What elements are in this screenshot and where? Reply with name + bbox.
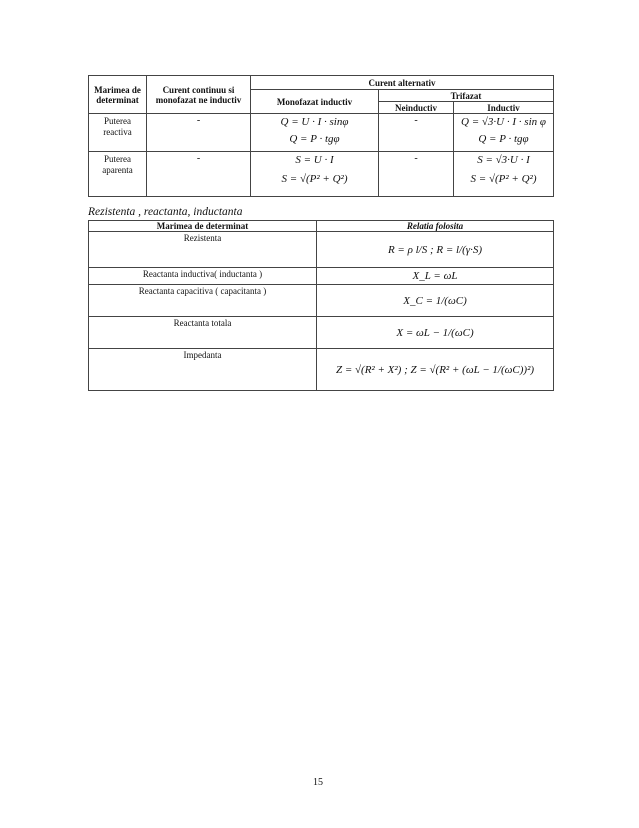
formula-line: S = U · I xyxy=(295,154,334,166)
inductive-formula xyxy=(454,152,554,197)
formula: X = ωL − 1/(ωC) xyxy=(317,317,554,349)
row-label: Reactanta capacitiva ( capacitanta ) xyxy=(89,285,317,317)
table-row xyxy=(89,232,554,268)
formula-line: S = √(P² + Q²) xyxy=(281,173,348,185)
dc-value: - xyxy=(147,114,251,152)
table-row xyxy=(89,114,554,152)
formula-line: S = √(P² + Q²) xyxy=(470,173,537,185)
row-label: Puterea reactiva xyxy=(89,114,147,152)
header-mono: Monofazat inductiv xyxy=(251,90,379,114)
row-label: Rezistenta xyxy=(89,232,317,268)
header-quantity: Marimea de determinat xyxy=(89,221,317,232)
header-noninductive: Neinductiv xyxy=(379,102,454,114)
table-row xyxy=(89,268,554,285)
inductive-formula xyxy=(454,114,554,152)
header-tri: Trifazat xyxy=(379,90,554,102)
formula: X_C = 1/(ωC) xyxy=(317,285,554,317)
formula-line: Q = P · tgφ xyxy=(289,133,340,145)
mono-formula xyxy=(251,152,379,197)
formula-line: Q = P · tgφ xyxy=(478,133,529,145)
formula-line: S = √3·U · I xyxy=(477,154,530,166)
header-quantity: Marimea de determinat xyxy=(89,76,147,114)
formula-line: Q = U · I · sinφ xyxy=(280,116,349,128)
table-row xyxy=(89,285,554,317)
header-relation: Relatia folosita xyxy=(317,221,554,232)
mono-formula xyxy=(251,114,379,152)
dc-value: - xyxy=(147,152,251,197)
row-label: Reactanta totala xyxy=(89,317,317,349)
row-label: Puterea aparenta xyxy=(89,152,147,197)
header-dc: Curent continuu si monofazat ne inductiv xyxy=(147,76,251,114)
noninductive-value: - xyxy=(379,152,454,197)
row-label: Impedanta xyxy=(89,349,317,391)
power-table xyxy=(88,75,554,197)
table-row xyxy=(89,349,554,391)
formula: X_L = ωL xyxy=(317,268,554,285)
header-inductive: Inductiv xyxy=(454,102,554,114)
formula: R = ρ l/S ; R = l/(γ·S) xyxy=(317,232,554,268)
noninductive-value: - xyxy=(379,114,454,152)
formula-line: Q = √3·U · I · sin φ xyxy=(461,116,546,128)
page-number: 15 xyxy=(313,777,323,788)
row-label: Reactanta inductiva( inductanta ) xyxy=(89,268,317,285)
table-row xyxy=(89,152,554,197)
formula: Z = √(R² + X²) ; Z = √(R² + (ωL − 1/(ωC))²) xyxy=(317,349,554,391)
table-row xyxy=(89,317,554,349)
impedance-table xyxy=(88,220,554,391)
header-ac: Curent alternativ xyxy=(251,76,554,90)
section-subtitle: Rezistenta , reactanta, inductanta xyxy=(88,206,243,218)
